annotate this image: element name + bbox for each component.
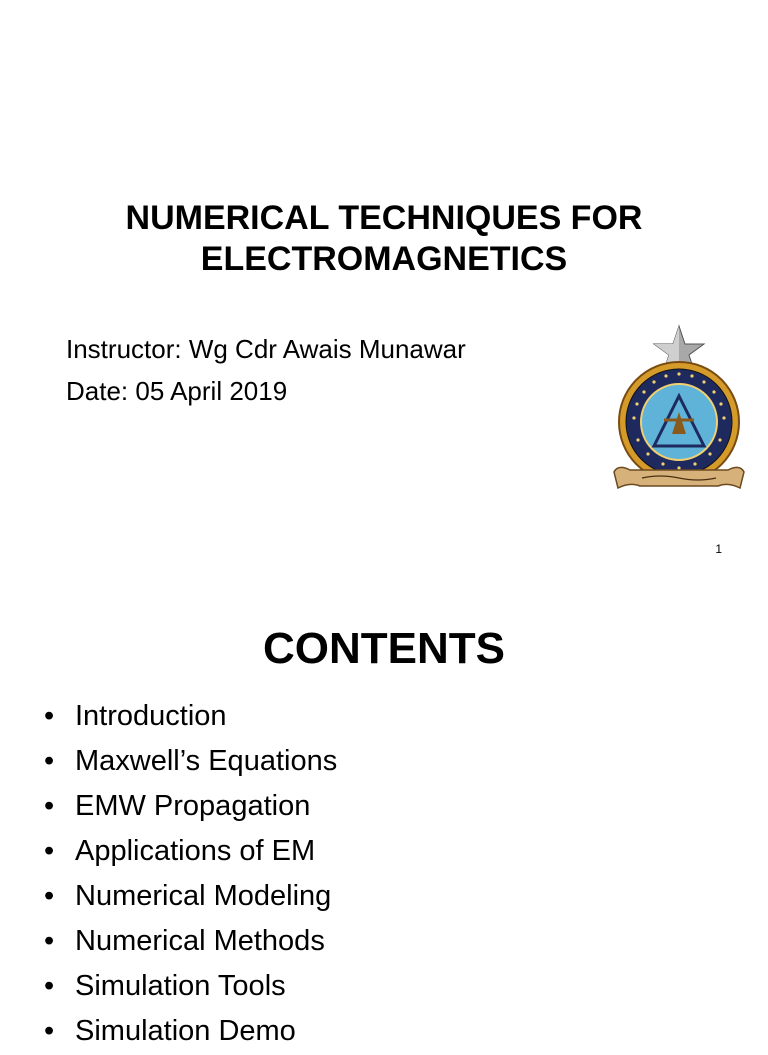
list-item-label: Simulation Demo [75, 1015, 296, 1047]
instructor-text: Instructor: Wg Cdr Awais Munawar [66, 334, 466, 364]
list-item-label: EMW Propagation [75, 790, 311, 822]
contents-slide [0, 576, 768, 1047]
list-item-label: Simulation Tools [75, 970, 286, 1002]
bullet: • [44, 745, 55, 777]
title-line-1: NUMERICAL TECHNIQUES FOR [125, 199, 643, 237]
list-item-label: Numerical Methods [75, 925, 325, 957]
bullet: • [44, 970, 55, 1002]
date-text: Date: 05 April 2019 [66, 376, 288, 406]
list-item-label: Numerical Modeling [75, 880, 332, 912]
bullet: • [44, 1015, 55, 1047]
list-item-label: Maxwell’s Equations [75, 745, 338, 777]
college-crest-icon [608, 322, 750, 502]
bullet: • [44, 790, 55, 822]
list-item-label: Applications of EM [75, 835, 316, 867]
page-number: 1 [715, 542, 722, 556]
bullet: • [44, 700, 55, 732]
list-item-label: Introduction [75, 700, 227, 732]
bullet: • [44, 835, 55, 867]
contents-title: CONTENTS [263, 624, 505, 673]
bullet: • [44, 880, 55, 912]
title-line-2: ELECTROMAGNETICS [200, 240, 568, 278]
bullet: • [44, 925, 55, 957]
slide-title [0, 198, 768, 280]
